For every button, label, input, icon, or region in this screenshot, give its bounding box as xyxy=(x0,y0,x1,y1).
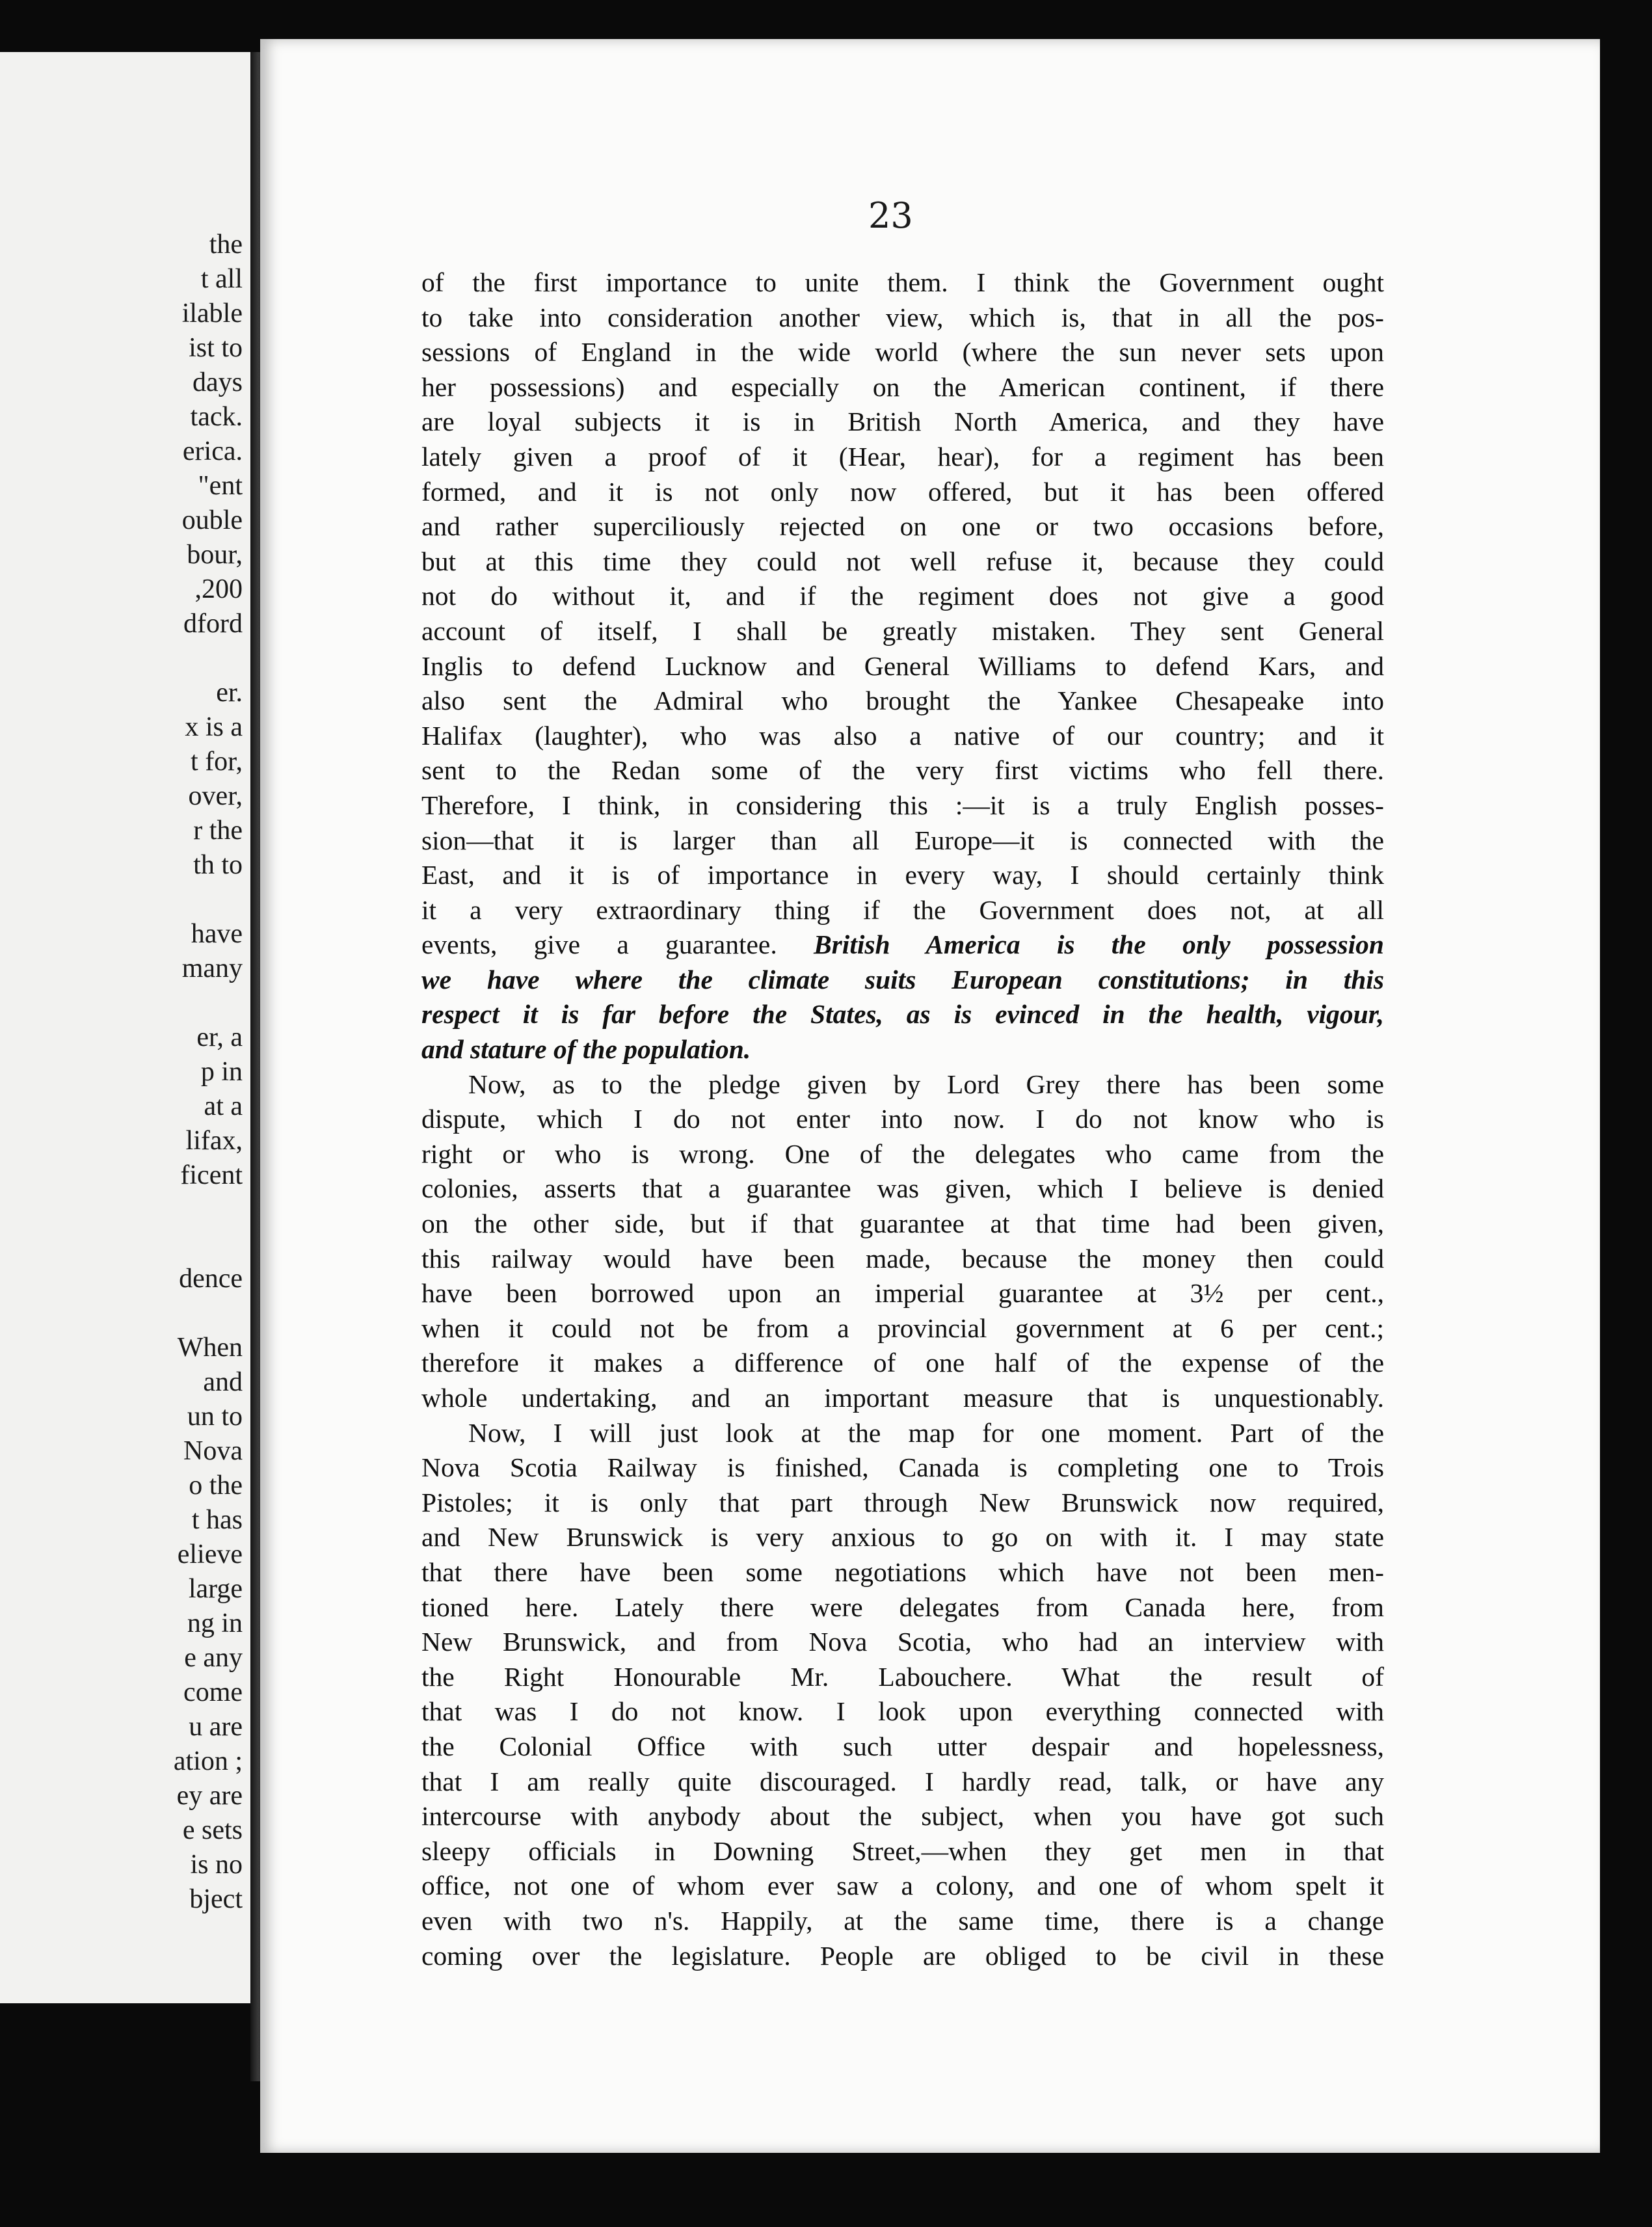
text-line: Now, I will just look at the map for one moment. Part of the xyxy=(468,1417,1384,1448)
facing-page-fragment: dford xyxy=(183,609,243,639)
text-line: office, not one of whom ever saw a colony, and one of whom spelt it xyxy=(421,1871,1384,1901)
text-line: have been borrowed upon an imperial guarantee at 3½ per cent., xyxy=(421,1278,1384,1309)
text-line: and stature of the population. xyxy=(421,1034,751,1065)
facing-page-fragment: days xyxy=(193,367,243,397)
facing-page-fragment: ation ; xyxy=(173,1746,243,1776)
facing-page-fragment: lifax, xyxy=(185,1126,243,1156)
text-line: to take into consideration another view, which is, that in all the pos- xyxy=(421,302,1384,332)
text-line: tioned here. Lately there were delegates from Canada here, from xyxy=(421,1592,1384,1622)
text-line: whole undertaking, and an important measure that is unquestionably. xyxy=(421,1383,1384,1413)
facing-page-fragment: o the xyxy=(189,1471,243,1500)
text-line: on the other side, but if that guarantee at that time had been given, xyxy=(421,1208,1384,1239)
facing-page-fragment: tack. xyxy=(190,402,243,432)
facing-page-fragment: erica. xyxy=(182,436,243,466)
facing-page-fragment: un to xyxy=(187,1402,243,1432)
text-line: colonies, asserts that a guarantee was given, which I believe is denied xyxy=(421,1173,1384,1204)
text-line: dispute, which I do not enter into now. I do not know who is xyxy=(421,1104,1384,1134)
text-line: East, and it is of importance in every way, I should certainly think xyxy=(421,860,1384,890)
text-line: it a very extraordinary thing if the Government does not, at all xyxy=(421,894,1384,925)
text-line: coming over the legislature. People are obliged to be civil in these xyxy=(421,1940,1384,1971)
text-line: of the first importance to unite them. I think the Government ought xyxy=(421,267,1384,297)
text-line: not do without it, and if the regiment does not give a good xyxy=(421,581,1384,611)
text-line: that was I do not know. I look upon everything connected with xyxy=(421,1696,1384,1727)
text-line: account of itself, I shall be greatly mistaken. They sent General xyxy=(421,615,1384,646)
text-line: we have where the climate suits European constitutions; in this xyxy=(421,964,1384,994)
text-line: sleepy officials in Downing Street,—when they get men in that xyxy=(421,1835,1384,1866)
facing-page-fragment: ist to xyxy=(189,333,243,363)
text-line: when it could not be from a provincial government at 6 per cent.; xyxy=(421,1313,1384,1343)
facing-page-fragment: u are xyxy=(189,1712,243,1742)
facing-page-fragment: t has xyxy=(191,1505,243,1535)
text-line: her possessions) and especially on the American continent, if there xyxy=(421,371,1384,402)
facing-page-fragment: r the xyxy=(193,816,243,846)
facing-page-fragment: x is a xyxy=(185,712,243,742)
text-span-plain: events, give a guarantee. xyxy=(421,929,814,960)
facing-page-fragment: ficent xyxy=(180,1160,243,1190)
facing-page-fragment: er, a xyxy=(196,1022,243,1052)
page-body-text xyxy=(421,265,1384,1973)
text-line: sessions of England in the wide world (where the sun never sets upon xyxy=(421,337,1384,367)
text-line: the Colonial Office with such utter despair and hopelessness, xyxy=(421,1731,1384,1761)
text-line: but at this time they could not well refuse it, because they could xyxy=(421,546,1384,576)
text-line: sion—that it is larger than all Europe—it is connected with the xyxy=(421,825,1384,855)
paragraph-1 xyxy=(421,265,1384,927)
text-line: Now, as to the pledge given by Lord Grey there has been some xyxy=(468,1069,1384,1099)
facing-page-left xyxy=(0,52,250,2003)
text-line: that there have been some negotiations which have not been men- xyxy=(421,1556,1384,1587)
text-line: respect it is far before the States, as is evinced in the health, vigour, xyxy=(421,999,1384,1030)
facing-page-fragment: large xyxy=(188,1574,243,1604)
facing-page-fragment: bour, xyxy=(187,540,243,570)
text-line: the Right Honourable Mr. Labouchere. What the result of xyxy=(421,1661,1384,1692)
facing-page-fragment: e any xyxy=(184,1643,243,1673)
text-line: New Brunswick, and from Nova Scotia, who had an interview with xyxy=(421,1627,1384,1657)
text-line: are loyal subjects it is in British North America, and they have xyxy=(421,407,1384,437)
facing-page-fragment: er. xyxy=(216,678,243,708)
text-line-mixed xyxy=(421,927,1384,963)
facing-page-fragment: ng in xyxy=(187,1608,243,1638)
facing-page-fragment: t for, xyxy=(191,747,243,777)
text-line: this railway would have been made, because the money then could xyxy=(421,1243,1384,1274)
paragraph-3 xyxy=(421,1416,1384,1974)
facing-page-fragment: When xyxy=(177,1333,243,1363)
facing-page-fragment: at a xyxy=(204,1091,243,1121)
text-line: and New Brunswick is very anxious to go on with it. I may state xyxy=(421,1522,1384,1553)
text-line: also sent the Admiral who brought the Yankee Chesapeake into xyxy=(421,686,1384,716)
text-line: Therefore, I think, in considering this :—it is a truly English posses- xyxy=(421,790,1384,820)
text-line: Inglis to defend Lucknow and General Williams to defend Kars, and xyxy=(421,650,1384,681)
text-span-italic: British America is the only possession xyxy=(813,929,1384,960)
facing-page-fragment: ,200 xyxy=(194,574,243,604)
paragraph-2 xyxy=(421,1067,1384,1416)
text-line: Nova Scotia Railway is finished, Canada is completing one to Trois xyxy=(421,1452,1384,1483)
facing-page-fragment: have xyxy=(191,919,243,949)
facing-page-fragment: over, xyxy=(188,781,243,811)
facing-page-fragment: p in xyxy=(200,1057,243,1087)
text-line: therefore it makes a difference of one half of the expense of the xyxy=(421,1348,1384,1378)
facing-page-fragment: bject xyxy=(189,1884,243,1914)
facing-page-fragment: "ent xyxy=(198,471,243,501)
page-number: 23 xyxy=(868,195,913,236)
facing-page-fragment: and xyxy=(203,1367,243,1397)
facing-page-fragment: e sets xyxy=(182,1815,243,1845)
facing-page-fragment: is no xyxy=(190,1850,243,1880)
facing-page-fragment: elieve xyxy=(177,1540,243,1569)
text-line: even with two n's. Happily, at the same time, there is a change xyxy=(421,1905,1384,1936)
facing-page-fragment: t all xyxy=(200,264,243,294)
text-line: that I am really quite discouraged. I hardly read, talk, or have any xyxy=(421,1766,1384,1796)
text-line: sent to the Redan some of the very first victims who fell there. xyxy=(421,755,1384,786)
text-line: right or who is wrong. One of the delegates who came from the xyxy=(421,1138,1384,1169)
text-line: lately given a proof of it (Hear, hear), for a regiment has been xyxy=(421,441,1384,472)
facing-page-fragment: ey are xyxy=(176,1781,243,1811)
facing-page-fragment: the xyxy=(209,230,243,260)
text-line: intercourse with anybody about the subject, when you have got such xyxy=(421,1801,1384,1832)
facing-page-fragment: Nova xyxy=(183,1436,243,1466)
facing-page-fragment: ilable xyxy=(181,299,243,328)
facing-page-fragment: ouble xyxy=(181,505,243,535)
paragraph-1-italic xyxy=(421,963,1384,1067)
facing-page-fragment: th to xyxy=(193,850,243,880)
text-line: Pistoles; it is only that part through New Brunswick now required, xyxy=(421,1487,1384,1517)
text-line: Halifax (laughter), who was also a native of our country; and it xyxy=(421,720,1384,751)
text-line: formed, and it is not only now offered, but it has been offered xyxy=(421,476,1384,507)
text-line: and rather superciliously rejected on one or two occasions before, xyxy=(421,511,1384,542)
facing-page-fragment: come xyxy=(183,1677,243,1707)
facing-page-fragment: many xyxy=(181,953,243,983)
facing-page-fragment: dence xyxy=(179,1264,243,1294)
